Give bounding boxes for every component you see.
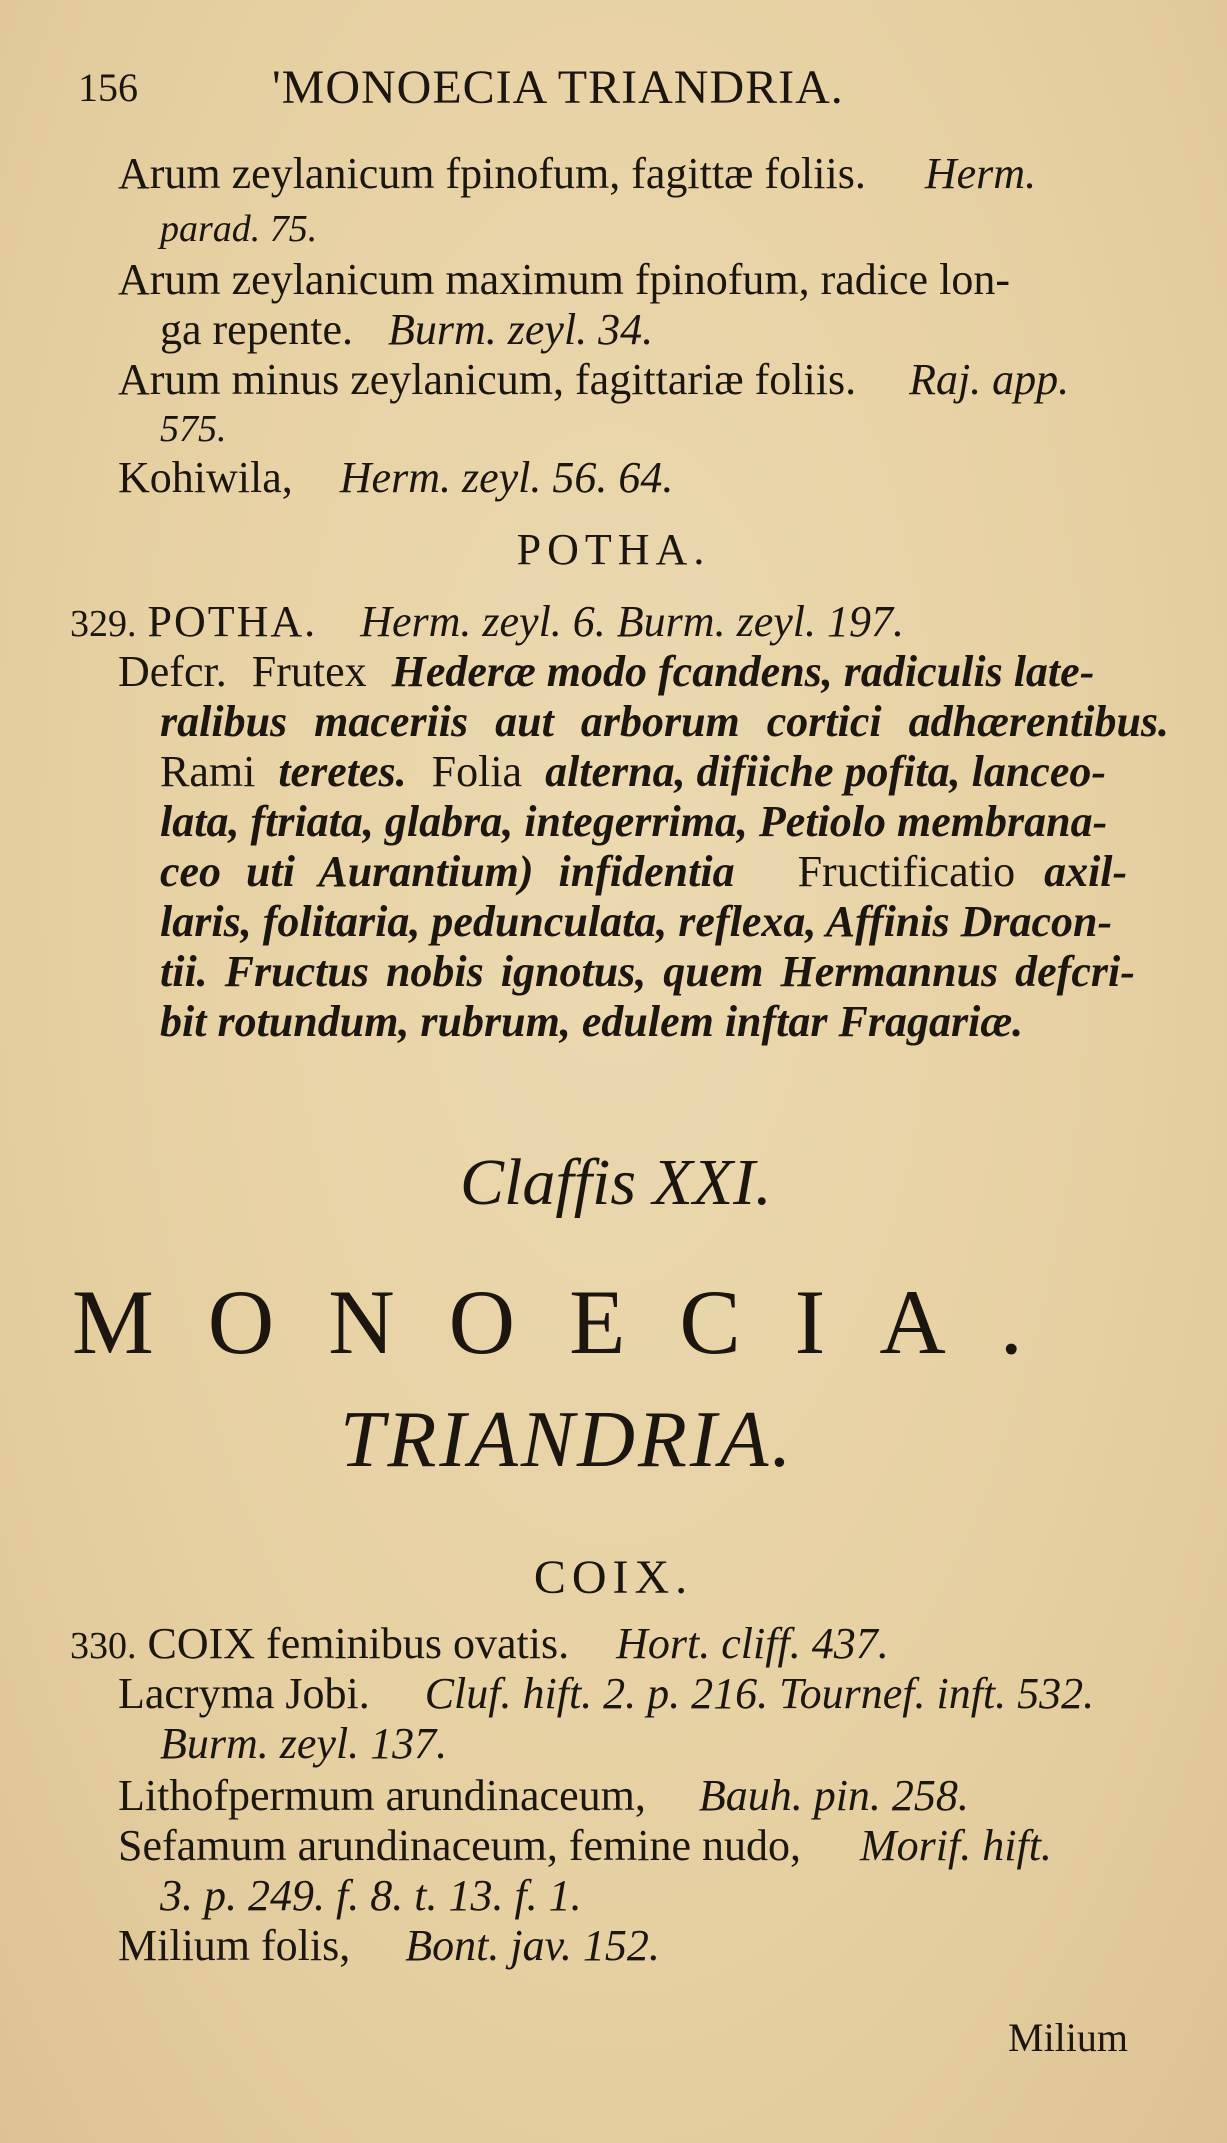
frutex-word: Frutex	[251, 647, 367, 696]
potha-desc-1	[118, 647, 1095, 696]
potha-desc-8: bit rotundum, rubrum, edulem inftar Fragariæ.	[160, 997, 1024, 1046]
coix-entry-name: COIX feminibus ovatis.	[147, 1619, 570, 1668]
milium-ref: Bont. jav. 152.	[405, 1921, 660, 1970]
arum-line-4	[160, 305, 654, 354]
potha-desc-5	[160, 847, 1128, 896]
fructificatio-word: Fructificatio	[797, 847, 1016, 896]
lithospermum-ref: Bauh. pin. 258.	[698, 1771, 969, 1820]
page-number: 156	[78, 65, 138, 110]
coix-entry-number: 330.	[70, 1625, 137, 1667]
potha-desc-6: laris, folitaria, pedunculata, reflexa, Affinis Dracon-	[160, 897, 1113, 946]
alterna-text: alterna, difiiche pofita, lanceo-	[545, 747, 1107, 796]
rami-word: Rami	[160, 747, 256, 796]
lithospermum-name: Lithofpermum arundinaceum,	[118, 1771, 646, 1820]
potha-heading: POTHA.	[516, 525, 711, 574]
triandria-subtitle: TRIANDRIA.	[340, 1396, 795, 1484]
coix-syn-2: Burm. zeyl. 137.	[160, 1719, 448, 1768]
lacryma-ref: Cluf. hift. 2. p. 216. Tournef. inft. 532.	[424, 1669, 1095, 1718]
coix-syn-5: 3. p. 249. f. 8. t. 13. f. 1.	[160, 1871, 582, 1920]
coix-heading: COIX.	[533, 1551, 694, 1604]
arum-ref-4: Burm. zeyl. 34.	[388, 305, 654, 354]
sesamum-name: Sefamum arundinaceum, femine nudo,	[118, 1821, 802, 1870]
monoecia-title: MONOECIA.	[72, 1271, 1077, 1373]
axil-word: axil-	[1044, 847, 1128, 896]
sesamum-ref: Morif. hift.	[860, 1821, 1052, 1870]
potha-entry	[70, 597, 904, 646]
arum-name-4: ga repente.	[160, 305, 353, 354]
arum-name-5: Arum minus zeylanicum, fagittariæ foliis.	[118, 355, 857, 404]
lacryma-jobi: Lacryma Jobi.	[118, 1669, 370, 1718]
arum-line-1	[118, 149, 1037, 198]
potha-desc-2: ralibus maceriis aut arborum cortici adhærentibus.	[160, 697, 1170, 746]
folia-word: Folia	[431, 747, 523, 796]
potha-entry-number: 329.	[70, 603, 137, 645]
arum-ref-5: Raj. app.	[909, 355, 1070, 404]
coix-syn-3	[118, 1771, 969, 1820]
hederae-text: Hederæ modo fcandens, radiculis late-	[391, 647, 1095, 696]
arum-line-6: 575.	[160, 408, 227, 450]
descr-label: Defcr.	[118, 647, 227, 696]
kohiwila-ref: Herm. zeyl. 56. 64.	[339, 453, 674, 502]
milium-name: Milium folis,	[118, 1921, 351, 1970]
arum-line-2: parad. 75.	[160, 208, 318, 250]
potha-desc-7: tii. Fructus nobis ignotus, quem Hermannus defcri-	[160, 947, 1135, 996]
coix-entry-ref: Hort. cliff. 437.	[616, 1619, 889, 1668]
potha-desc-4: lata, ftriata, glabra, integerrima, Petiolo membrana-	[160, 797, 1108, 846]
arum-name-1: Arum zeylanicum fpinofum, fagittæ foliis.	[118, 149, 866, 198]
coix-syn-6	[118, 1921, 660, 1970]
running-title: 'MONOECIA TRIANDRIA.	[272, 61, 844, 114]
potha-desc-3	[160, 747, 1107, 796]
potha-entry-name: POTHA.	[147, 597, 318, 646]
aurantium-text: ceo uti Aurantium) infidentia	[160, 847, 735, 896]
coix-syn-4	[118, 1821, 1052, 1870]
catchword: Milium	[1008, 2015, 1129, 2060]
coix-syn-1	[118, 1669, 1095, 1718]
classis-heading: Claffis XXI.	[460, 1146, 772, 1219]
kohiwila-name: Kohiwila,	[118, 453, 293, 502]
arum-line-7	[118, 453, 674, 502]
arum-line-3: Arum zeylanicum maximum fpinofum, radice lon-	[118, 255, 1010, 304]
coix-entry	[70, 1619, 889, 1668]
potha-entry-ref: Herm. zeyl. 6. Burm. zeyl. 197.	[360, 597, 904, 646]
arum-line-5	[118, 355, 1070, 404]
arum-ref-1: Herm.	[924, 149, 1037, 198]
teretes-word: teretes.	[278, 747, 407, 796]
